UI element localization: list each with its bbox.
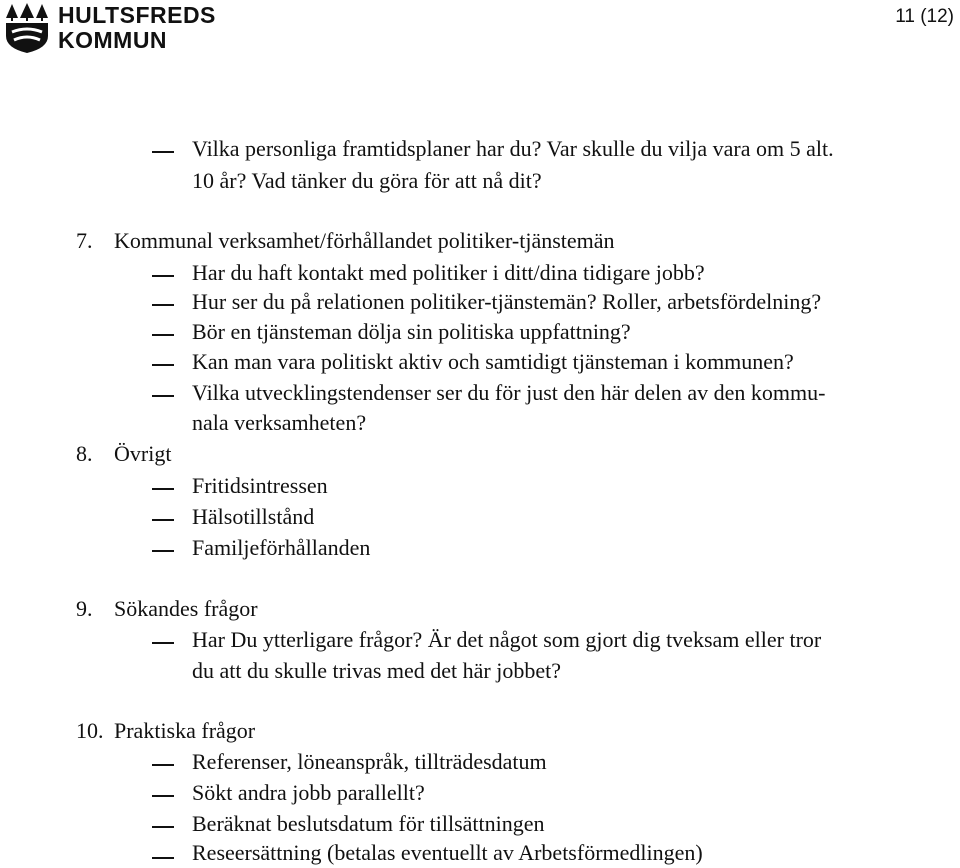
bullet-dash <box>152 364 174 366</box>
section-number: 9. <box>76 596 93 621</box>
question-item: Hur ser du på relationen politiker-tjänstemän? Roller, arbetsfördelning? <box>192 289 822 314</box>
bullet-dash <box>152 488 174 490</box>
question-item: Hälsotillstånd <box>192 504 315 529</box>
question-item: Vilka utvecklingstendenser ser du för just den här delen av den kommu- <box>192 380 826 405</box>
question-item-continued: nala verksamheten? <box>192 410 367 435</box>
coat-of-arms-icon <box>4 2 50 54</box>
bullet-dash <box>152 395 174 397</box>
logo-text-line2: KOMMUN <box>58 27 168 53</box>
section-number: 8. <box>76 441 93 466</box>
question-item: Sökt andra jobb parallellt? <box>192 780 425 805</box>
question-item-continued: du att du skulle trivas med det här jobbet? <box>192 658 562 683</box>
question-item: Familjeförhållanden <box>192 535 371 560</box>
question-item: Referenser, löneanspråk, tillträdesdatum <box>192 749 547 774</box>
intro-question-line: 10 år? Vad tänker du göra för att nå dit? <box>192 168 542 193</box>
section-title: Praktiska frågor <box>114 718 256 743</box>
bullet-dash <box>152 857 174 859</box>
section-title: Sökandes frågor <box>114 596 258 621</box>
question-item: Reseersättning (betalas eventuellt av Arbetsförmedlingen) <box>192 840 703 865</box>
bullet-dash <box>152 334 174 336</box>
section-title: Kommunal verksamhet/förhållandet politiker-tjänstemän <box>114 228 615 253</box>
bullet-dash <box>152 151 174 153</box>
municipality-logo <box>4 2 216 54</box>
question-item: Bör en tjänsteman dölja sin politiska uppfattning? <box>192 319 631 344</box>
question-item: Beräknat beslutsdatum för tillsättningen <box>192 811 545 836</box>
section-title: Övrigt <box>114 441 172 466</box>
intro-question-line: Vilka personliga framtidsplaner har du? Var skulle du vilja vara om 5 alt. <box>192 136 834 161</box>
bullet-dash <box>152 304 174 306</box>
bullet-dash <box>152 795 174 797</box>
bullet-dash <box>152 519 174 521</box>
section-number: 7. <box>76 228 93 253</box>
question-item: Kan man vara politiskt aktiv och samtidigt tjänsteman i kommunen? <box>192 349 794 374</box>
bullet-dash <box>152 826 174 828</box>
section-number: 10. <box>76 718 104 743</box>
logo-text-line1: HULTSFREDS <box>58 2 216 28</box>
bullet-dash <box>152 550 174 552</box>
question-item: Har du haft kontakt med politiker i ditt/dina tidigare jobb? <box>192 260 705 285</box>
bullet-dash <box>152 275 174 277</box>
bullet-dash <box>152 642 174 644</box>
question-item: Fritidsintressen <box>192 473 328 498</box>
bullet-dash <box>152 764 174 766</box>
question-item: Har Du ytterligare frågor? Är det något som gjort dig tveksam eller tror <box>192 627 822 652</box>
page-number: 11 (12) <box>895 6 954 27</box>
